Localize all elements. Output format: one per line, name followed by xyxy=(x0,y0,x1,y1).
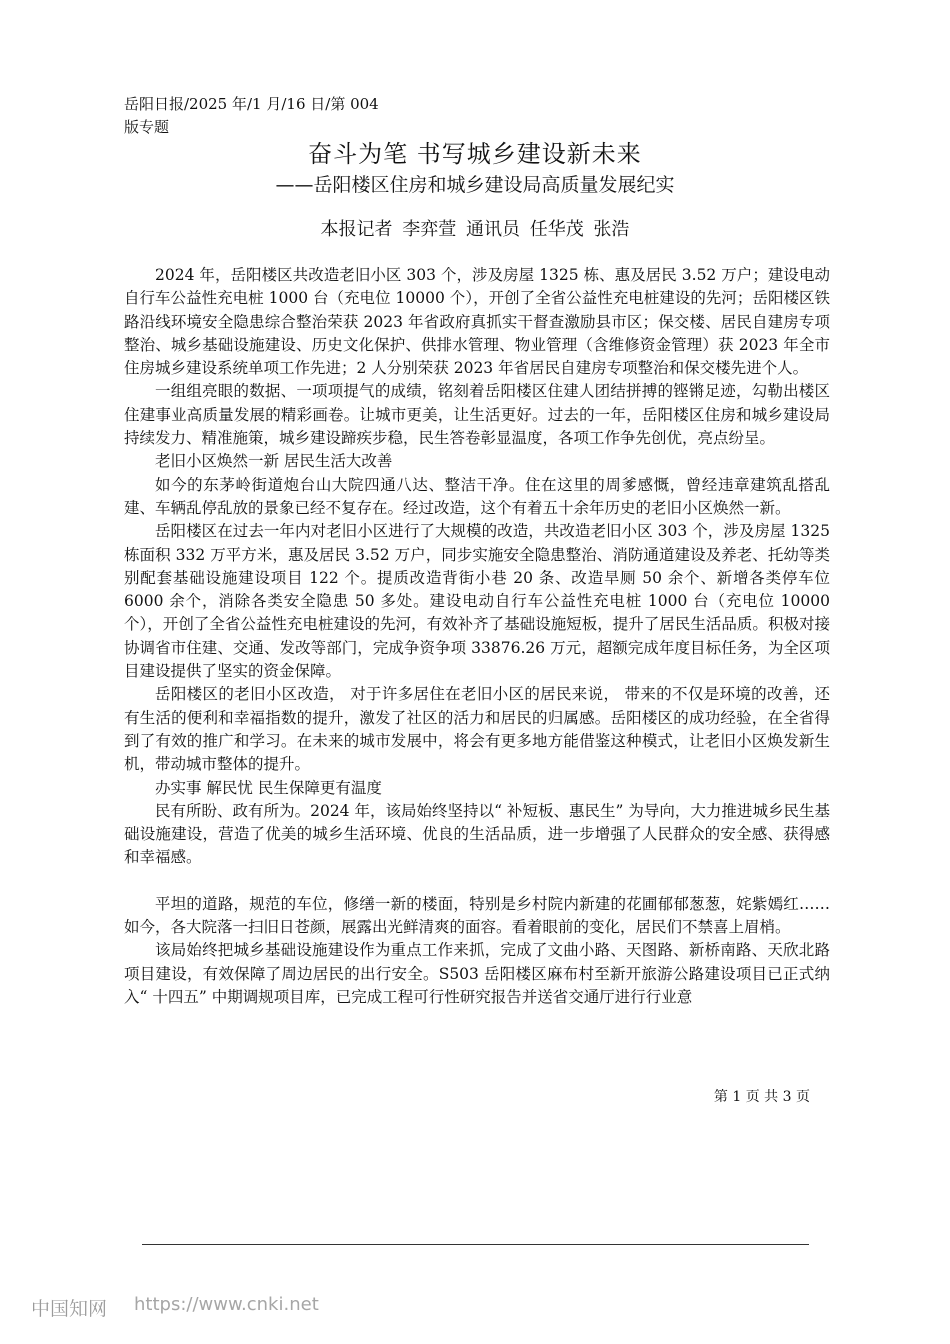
article-subtitle: ——岳阳楼区住房和城乡建设局高质量发展纪实 xyxy=(275,174,675,196)
byline: 本报记者 李弈萱 通讯员 任华茂 张浩 xyxy=(320,219,630,240)
section-heading: 老旧小区焕然一新 居民生活大改善 xyxy=(155,452,393,471)
article-title: 奋斗为笔 书写城乡建设新未来 xyxy=(308,140,642,168)
paragraph: 一组组亮眼的数据、一项项提气的成绩，铭刻着岳阳楼区住建人团结拼搏的铿锵足迹，勾勒出楼区住建事业高质量发展的精彩画卷。让城市更美，让生活更好。过去的一年，岳阳楼区住房和城乡建设局持续发力、精准施策，城乡建设蹄疾步稳，民生答卷彰显温度，各项工作争先创优，亮点纷呈。 xyxy=(124,382,830,448)
source-line: 岳阳日报/2025 年/1 月/16 日/第 004 版专题 xyxy=(124,95,379,136)
footer-divider xyxy=(142,1244,809,1245)
paragraph: 该局始终把城乡基础设施建设作为重点工作来抓，完成了文曲小路、天图路、新桥南路、天欣北路项目建设，有效保障了周边居民的出行安全。S503 岳阳楼区麻布村至新开旅游公路建设项目已正式纳入“ 十四五” 中期调规项目库，已完成工程可行性研究报告并送省交通厅进行行业意 xyxy=(124,941,830,1006)
paragraph: 2024 年，岳阳楼区共改造老旧小区 303 个，涉及房屋 1325 栋、惠及居民 3.52 万户；建设电动自行车公益性充电桩 1000 台（充电位 10000 个），开创了全省公益性充电桩建设的先河；岳阳楼区铁路沿线环境安全隐患综合整治荣获 2023 年省政府真抓实干督查激励县市区；保交楼、居民自建房专项整治、城乡基础设施建设、历史文化保护、供排水管理、物业管理（含维修资金管理）获 2023 年全市住房城乡建设系统单项工作先进；2 人分别荣获 2023 年省居民自建房专项整治和保交楼先进个人。 xyxy=(124,266,830,378)
section-heading: 办实事 解民忧 民生保障更有温度 xyxy=(155,778,382,797)
paragraph: 岳阳楼区的老旧小区改造， 对于许多居住在老旧小区的居民来说， 带来的不仅是环境的改善，还有生活的便利和幸福指数的提升，激发了社区的活力和居民的归属感。岳阳楼区的成功经验，在全省得到了有效的推广和学习。在未来的城市发展中，将会有更多地方能借鉴这种模式，让老旧小区焕发新生机，带动城市整体的提升。 xyxy=(124,685,830,774)
paragraph: 民有所盼、政有所为。2024 年，该局始终坚持以“ 补短板、惠民生” 为导向，大力推进城乡民生基础设施建设，营造了优美的城乡生活环境、优良的生活品质，进一步增强了人民群众的安全感、获得感和幸福感。 xyxy=(124,801,830,867)
cnki-watermark-url: https://www.cnki.net xyxy=(134,1294,319,1315)
paragraph: 平坦的道路，规范的车位，修缮一新的楼面，特别是乡村院内新建的花圃郁郁葱葱，姹紫嫣红……如今，各大院落一扫旧日苍颜，展露出光鲜清爽的面容。看着眼前的变化，居民们不禁喜上眉梢。 xyxy=(124,894,830,937)
page-number: 第 1 页 共 3 页 xyxy=(713,1089,810,1105)
article-body xyxy=(124,264,830,1009)
paragraph-gap xyxy=(124,870,830,893)
paragraph: 岳阳楼区在过去一年内对老旧小区进行了大规模的改造，共改造老旧小区 303 个，涉及房屋 1325 栋面积 332 万平方米，惠及居民 3.52 万户，同步实施安全隐患整治、消防通道建设及养老、托幼等类别配套基础设施建设项目 122 个。提质改造背街小巷 20 条、改造旱厕 50 余个、新增各类停车位 6000 余个，消除各类安全隐患 50 多处。建设电动自行车公益性充电桩 1000 台（充电位 10000 个），开创了全省公益性充电桩建设的先河，有效补齐了基础设施短板，提升了居民生活品质。积极对接协调省市住建、交通、发改等部门，完成争资争项 33876.26 万元，超额完成年度目标任务，为全区项目建设提供了坚实的资金保障。 xyxy=(124,522,830,681)
paragraph: 如今的东茅岭街道炮台山大院四通八达、整洁干净。住在这里的周爹感慨，曾经违章建筑乱搭乱建、车辆乱停乱放的景象已经不复存在。经过改造，这个有着五十余年历史的老旧小区焕然一新。 xyxy=(124,475,830,517)
cnki-watermark-logo: 中国知网 xyxy=(31,1298,108,1320)
